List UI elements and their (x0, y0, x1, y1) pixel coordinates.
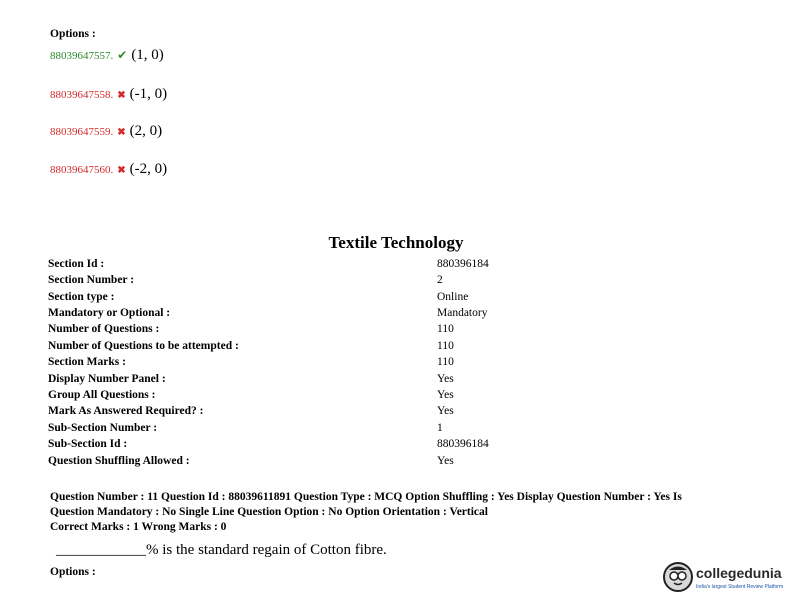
option-id: 88039647557. (50, 50, 114, 62)
section-value: Online (437, 291, 469, 303)
wrong-cross-icon: ✖ (117, 90, 126, 101)
section-label: Display Number Panel : (48, 373, 166, 385)
option-id: 88039647560. (50, 164, 114, 176)
section-label: Question Shuffling Allowed : (48, 455, 190, 467)
option-row (50, 160, 167, 178)
section-label: Section type : (48, 291, 115, 303)
section-value: Mandatory (437, 307, 488, 319)
section-label: Mark As Answered Required? : (48, 405, 204, 417)
section-value: 1 (437, 422, 443, 434)
question-body: % is the standard regain of Cotton fibre. (146, 542, 387, 558)
section-value: 2 (437, 274, 443, 286)
section-value: 880396184 (437, 438, 489, 450)
option-text: (-2, 0) (129, 161, 168, 177)
section-label: Section Id : (48, 258, 105, 270)
option-row (50, 122, 162, 140)
option-text: (1, 0) (131, 47, 164, 63)
options-label: Options : (50, 566, 96, 578)
option-text: (-1, 0) (129, 86, 168, 102)
section-label: Group All Questions : (48, 389, 156, 401)
wrong-cross-icon: ✖ (117, 127, 126, 138)
section-label: Sub-Section Id : (48, 438, 128, 450)
section-label: Section Marks : (48, 356, 126, 368)
section-label: Sub-Section Number : (48, 422, 158, 434)
section-value: 110 (437, 340, 454, 352)
option-id: 88039647558. (50, 89, 114, 101)
wrong-cross-icon: ✖ (117, 165, 126, 176)
section-label: Section Number : (48, 274, 135, 286)
section-value: Yes (437, 455, 454, 467)
section-value: Yes (437, 373, 454, 385)
section-title: Textile Technology (328, 233, 464, 252)
section-label: Mandatory or Optional : (48, 307, 171, 319)
section-value: Yes (437, 389, 454, 401)
section-value: Yes (437, 405, 454, 417)
section-value: 110 (437, 323, 454, 335)
section-label: Number of Questions : (48, 323, 160, 335)
correct-check-icon: ✔ (117, 48, 128, 62)
logo-tagline: India's largest Student Review Platform (696, 584, 784, 590)
option-row (50, 85, 167, 103)
question-info-line: Question Number : 11 Question Id : 88039611891 Question Type : MCQ Option Shuffling : Yes Display Question Number : Yes Is (50, 491, 682, 503)
section-label: Number of Questions to be attempted : (48, 340, 239, 352)
collegedunia-logo-icon (663, 562, 693, 592)
question-marks: Correct Marks : 1 Wrong Marks : 0 (50, 521, 227, 533)
option-row (50, 46, 164, 64)
answer-blank: ____________ (56, 542, 146, 558)
section-value: 110 (437, 356, 454, 368)
prev-options-label: Options : (50, 28, 96, 40)
option-id: 88039647559. (50, 126, 114, 138)
question-info-line: Question Mandatory : No Single Line Question Option : No Option Orientation : Vertical (50, 506, 488, 518)
option-text: (2, 0) (129, 123, 163, 139)
question-text (56, 542, 387, 559)
section-value: 880396184 (437, 258, 489, 270)
logo-brand: collegedunia (696, 565, 782, 581)
